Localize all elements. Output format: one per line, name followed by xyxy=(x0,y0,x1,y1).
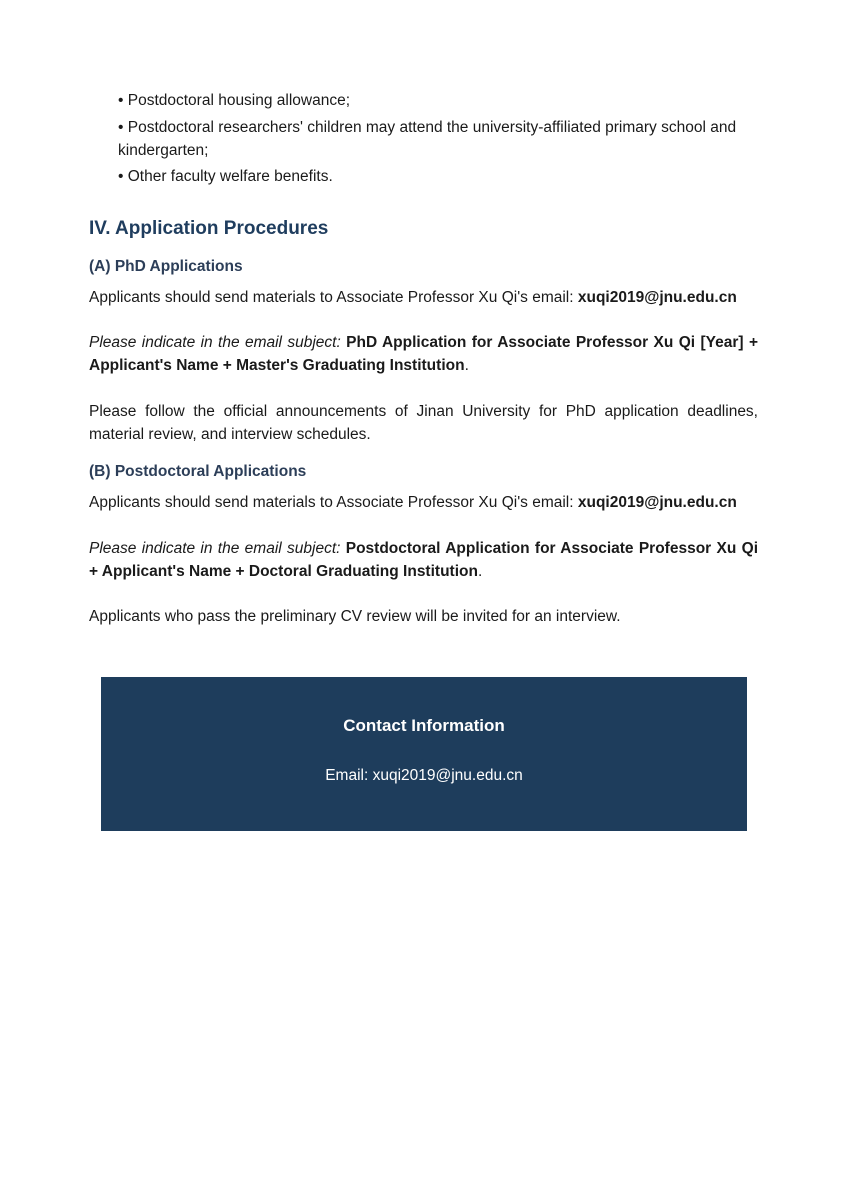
contact-box xyxy=(101,677,747,831)
phd-subject-prefix: Please indicate in the email subject: xyxy=(89,334,347,351)
benefit-item xyxy=(118,116,758,162)
postdoc-send-paragraph xyxy=(89,491,758,514)
benefit-item: • Other faculty welfare benefits. xyxy=(118,168,333,185)
benefit-item: • Postdoctoral housing allowance; xyxy=(118,92,351,109)
phd-email: xuqi2019@jnu.edu.cn xyxy=(577,289,737,306)
postdoc-interview-note: Applicants who pass the preliminary CV review will be invited for an interview. xyxy=(89,608,621,625)
contact-email: Email: xuqi2019@jnu.edu.cn xyxy=(325,767,523,784)
postdoc-send-text: Applicants should send materials to Associate Professor Xu Qi's email: xyxy=(89,494,578,511)
phd-deadline-note: Please follow the official announcements of Jinan University for PhD application deadlines, material review, and interview schedules. xyxy=(89,403,758,443)
phd-send-text: Applicants should send materials to Associate Professor Xu Qi's email: xyxy=(89,289,578,306)
postdoc-subject-prefix: Please indicate in the email subject: xyxy=(89,540,346,557)
contact-title: Contact Information xyxy=(343,716,505,735)
postdoc-subject-end: . xyxy=(477,563,483,580)
phd-subject-line: PhD Application for Associate Professor Xu Qi [Year] + Applicant's Name + Master's Graduating Institution xyxy=(89,334,758,374)
postdoc-email: xuqi2019@jnu.edu.cn xyxy=(577,494,737,511)
postdoc-heading: (B) Postdoctoral Applications xyxy=(89,463,307,480)
section-title: IV. Application Procedures xyxy=(89,218,329,239)
postdoc-subject-paragraph xyxy=(89,537,758,583)
phd-subject-end: . xyxy=(464,357,469,374)
postdoc-subject-line: Postdoctoral Application for Associate Professor Xu Qi + Applicant's Name + Doctoral Graduating Institution xyxy=(89,540,758,580)
phd-heading: (A) PhD Applications xyxy=(89,258,243,275)
phd-subject-paragraph xyxy=(89,331,758,377)
phd-send-paragraph xyxy=(89,286,758,309)
benefit-item-text: • Postdoctoral researchers' children may attend the university-affiliated primary school and kindergarten; xyxy=(118,119,737,159)
